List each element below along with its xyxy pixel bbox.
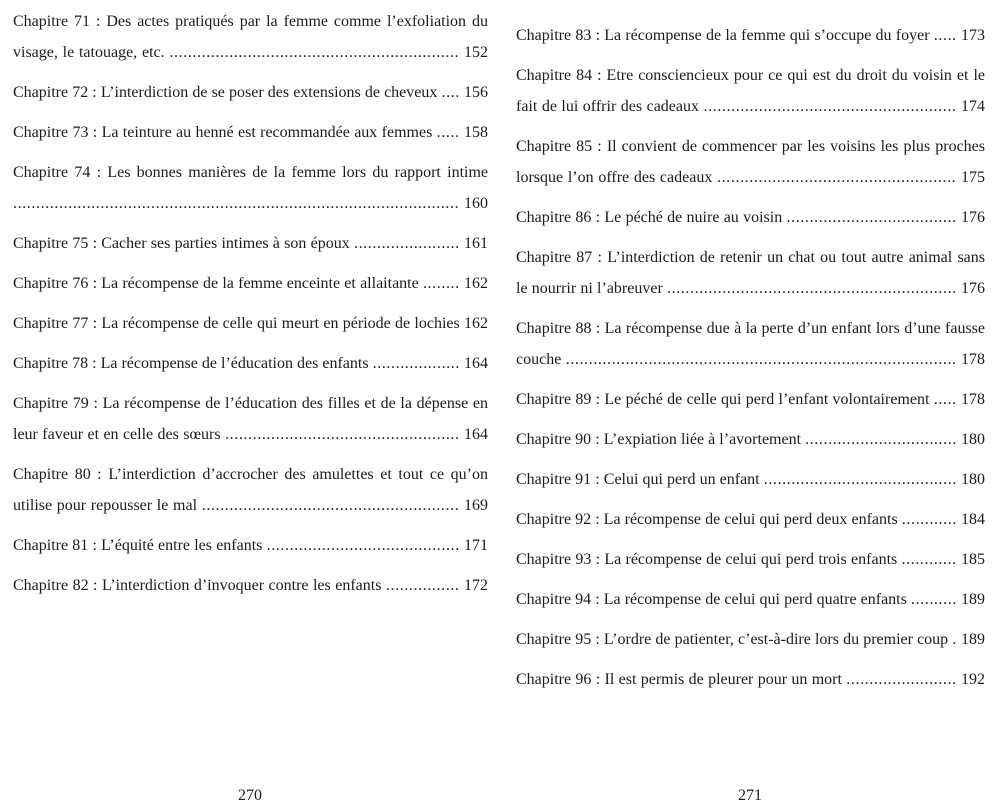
toc-entry bbox=[516, 131, 985, 193]
dot-leader: ................ bbox=[385, 577, 460, 594]
toc-entry-title: Chapitre 88 : La récompense due à la perte d’un enfant lors d’une fausse couche bbox=[516, 320, 985, 368]
toc-entry-title: Chapitre 74 : Les bonnes manières de la femme lors du rapport intime bbox=[13, 164, 488, 181]
toc-entry-page-number: 160 bbox=[464, 195, 488, 212]
toc-entry-page-number: 162 bbox=[464, 275, 488, 292]
toc-entry-page-number: 178 bbox=[961, 351, 985, 368]
toc-entry bbox=[516, 424, 985, 455]
toc-entry-title: Chapitre 72 : L’interdiction de se poser des extensions de cheveux bbox=[13, 84, 438, 101]
dot-leader: .......... bbox=[910, 591, 957, 608]
toc-entry-page-number: 184 bbox=[961, 511, 986, 528]
dot-leader: ............................................................... bbox=[169, 44, 460, 61]
toc-entry-page-number: 180 bbox=[961, 471, 986, 488]
toc-entry bbox=[516, 504, 985, 535]
toc-entry-page-number: 158 bbox=[464, 124, 489, 141]
dot-leader: ........ bbox=[422, 275, 460, 292]
toc-entry bbox=[13, 157, 488, 219]
toc-entry bbox=[13, 117, 488, 148]
toc-entry-title: Chapitre 75 : Cacher ses parties intimes à son époux bbox=[13, 235, 350, 252]
toc-entry-title: Chapitre 93 : La récompense de celui qui perd trois enfants bbox=[516, 551, 898, 568]
toc-entry bbox=[516, 20, 985, 51]
dot-leader: ................................................... bbox=[225, 426, 460, 443]
toc-entry bbox=[13, 308, 488, 339]
dot-leader: ..................................... bbox=[786, 209, 957, 226]
toc-entry-page-number: 164 bbox=[464, 355, 489, 372]
toc-entry bbox=[13, 268, 488, 299]
toc-entry-page-number: 175 bbox=[961, 169, 986, 186]
toc-entry-page-number: 164 bbox=[464, 426, 489, 443]
toc-entry bbox=[516, 242, 985, 304]
toc-entry bbox=[516, 584, 985, 615]
toc-entry-page-number: 173 bbox=[961, 27, 985, 44]
dot-leader: ..... bbox=[933, 27, 957, 44]
toc-entry-page-number: 178 bbox=[961, 391, 986, 408]
toc-entry-title: Chapitre 71 : Des actes pratiqués par la femme comme l’exfoliation du visage, le tatouage, etc. bbox=[13, 13, 488, 61]
toc-entry-page-number: 176 bbox=[961, 209, 986, 226]
toc-entry-page-number: 172 bbox=[464, 577, 489, 594]
dot-leader: ........................................................ bbox=[201, 497, 460, 514]
dot-leader: .................................................... bbox=[717, 169, 957, 186]
toc-entry-page-number: 180 bbox=[961, 431, 986, 448]
toc-entry-page-number: 189 bbox=[961, 631, 986, 648]
toc-entry-title: Chapitre 90 : L’expiation liée à l’avortement bbox=[516, 431, 802, 448]
toc-entry-title: Chapitre 83 : La récompense de la femme qui s’occupe du foyer bbox=[516, 27, 930, 44]
toc-entry-page-number: 162 bbox=[464, 315, 488, 332]
dot-leader: .......................................... bbox=[266, 537, 460, 554]
dot-leader: ............ bbox=[901, 511, 957, 528]
toc-entry bbox=[13, 77, 488, 108]
toc-entry bbox=[516, 624, 985, 655]
toc-entry-title: Chapitre 95 : L’ordre de patienter, c’est-à-dire lors du premier coup bbox=[516, 631, 949, 648]
toc-entry-page-number: 169 bbox=[464, 497, 489, 514]
dot-leader: ............ bbox=[901, 551, 957, 568]
toc-entries-right bbox=[516, 20, 985, 695]
dot-leader: ................... bbox=[372, 355, 460, 372]
page-number-left: 270 bbox=[238, 787, 262, 804]
toc-entry bbox=[13, 388, 488, 450]
toc-entry-page-number: 152 bbox=[464, 44, 489, 61]
dot-leader: ........................ bbox=[846, 671, 957, 688]
toc-entry-title: Chapitre 77 : La récompense de celle qui meurt en période de lochies bbox=[13, 315, 460, 332]
toc-entry-title: Chapitre 85 : Il convient de commencer par les voisins les plus proches lorsque l’on offre des cadeaux bbox=[516, 138, 985, 186]
toc-entry bbox=[13, 228, 488, 259]
toc-entries-left bbox=[13, 6, 488, 601]
toc-entry-page-number: 192 bbox=[961, 671, 986, 688]
toc-entry-title: Chapitre 89 : Le péché de celle qui perd l’enfant volontairement bbox=[516, 391, 930, 408]
toc-entry-page-number: 161 bbox=[464, 235, 489, 252]
toc-entry bbox=[13, 459, 488, 521]
toc-entry-title: Chapitre 73 : La teinture au henné est recommandée aux femmes bbox=[13, 124, 433, 141]
toc-entry-page-number: 185 bbox=[961, 551, 986, 568]
toc-entry-title: Chapitre 84 : Etre consciencieux pour ce qui est du droit du voisin et le fait de lui offrir des cadeaux bbox=[516, 67, 985, 115]
toc-entry bbox=[13, 348, 488, 379]
dot-leader: . bbox=[952, 631, 957, 648]
toc-entry bbox=[516, 384, 985, 415]
toc-entry-title: Chapitre 81 : L’équité entre les enfants bbox=[13, 537, 263, 554]
dot-leader: ..... bbox=[933, 391, 957, 408]
dot-leader: ................................................................................................. bbox=[13, 195, 460, 212]
toc-entry bbox=[13, 530, 488, 561]
toc-page-right bbox=[500, 0, 1000, 812]
toc-entry-page-number: 174 bbox=[961, 98, 986, 115]
toc-entry bbox=[516, 202, 985, 233]
toc-entry-title: Chapitre 91 : Celui qui perd un enfant bbox=[516, 471, 760, 488]
dot-leader: ..................................................................................... bbox=[565, 351, 957, 368]
toc-entry-title: Chapitre 96 : Il est permis de pleurer pour un mort bbox=[516, 671, 842, 688]
toc-entry bbox=[516, 313, 985, 375]
dot-leader: ....................................................... bbox=[703, 98, 957, 115]
toc-entry bbox=[516, 60, 985, 122]
dot-leader: ............................................................... bbox=[667, 280, 957, 297]
toc-entry bbox=[516, 464, 985, 495]
page-number-right: 271 bbox=[738, 787, 762, 804]
toc-entry-title: Chapitre 82 : L’interdiction d’invoquer contre les enfants bbox=[13, 577, 382, 594]
toc-entry-title: Chapitre 78 : La récompense de l’éducation des enfants bbox=[13, 355, 369, 372]
dot-leader: ..... bbox=[436, 124, 460, 141]
dot-leader: ................................. bbox=[805, 431, 957, 448]
toc-entry bbox=[13, 570, 488, 601]
dot-leader: .... bbox=[441, 84, 460, 101]
toc-entry-title: Chapitre 86 : Le péché de nuire au voisin bbox=[516, 209, 783, 226]
toc-entry-page-number: 176 bbox=[961, 280, 986, 297]
dot-leader: .......................................... bbox=[763, 471, 957, 488]
toc-entry-title: Chapitre 80 : L’interdiction d’accrocher des amulettes et tout ce qu’on utilise pour repousser le mal bbox=[13, 466, 488, 514]
toc-entry-page-number: 189 bbox=[961, 591, 985, 608]
toc-entry-title: Chapitre 79 : La récompense de l’éducation des filles et de la dépense en leur faveur et en celle des sœurs bbox=[13, 395, 488, 443]
toc-entry bbox=[516, 544, 985, 575]
dot-leader: ....................... bbox=[353, 235, 460, 252]
toc-entry-title: Chapitre 76 : La récompense de la femme enceinte et allaitante bbox=[13, 275, 419, 292]
toc-entry-title: Chapitre 94 : La récompense de celui qui perd quatre enfants bbox=[516, 591, 907, 608]
toc-entry bbox=[516, 664, 985, 695]
toc-entry-title: Chapitre 87 : L’interdiction de retenir un chat ou tout autre animal sans le nourrir ni l’abreuver bbox=[516, 249, 985, 297]
toc-entry-page-number: 171 bbox=[464, 537, 489, 554]
toc-entry-title: Chapitre 92 : La récompense de celui qui perd deux enfants bbox=[516, 511, 898, 528]
toc-entry-page-number: 156 bbox=[464, 84, 489, 101]
toc-entry bbox=[13, 6, 488, 68]
